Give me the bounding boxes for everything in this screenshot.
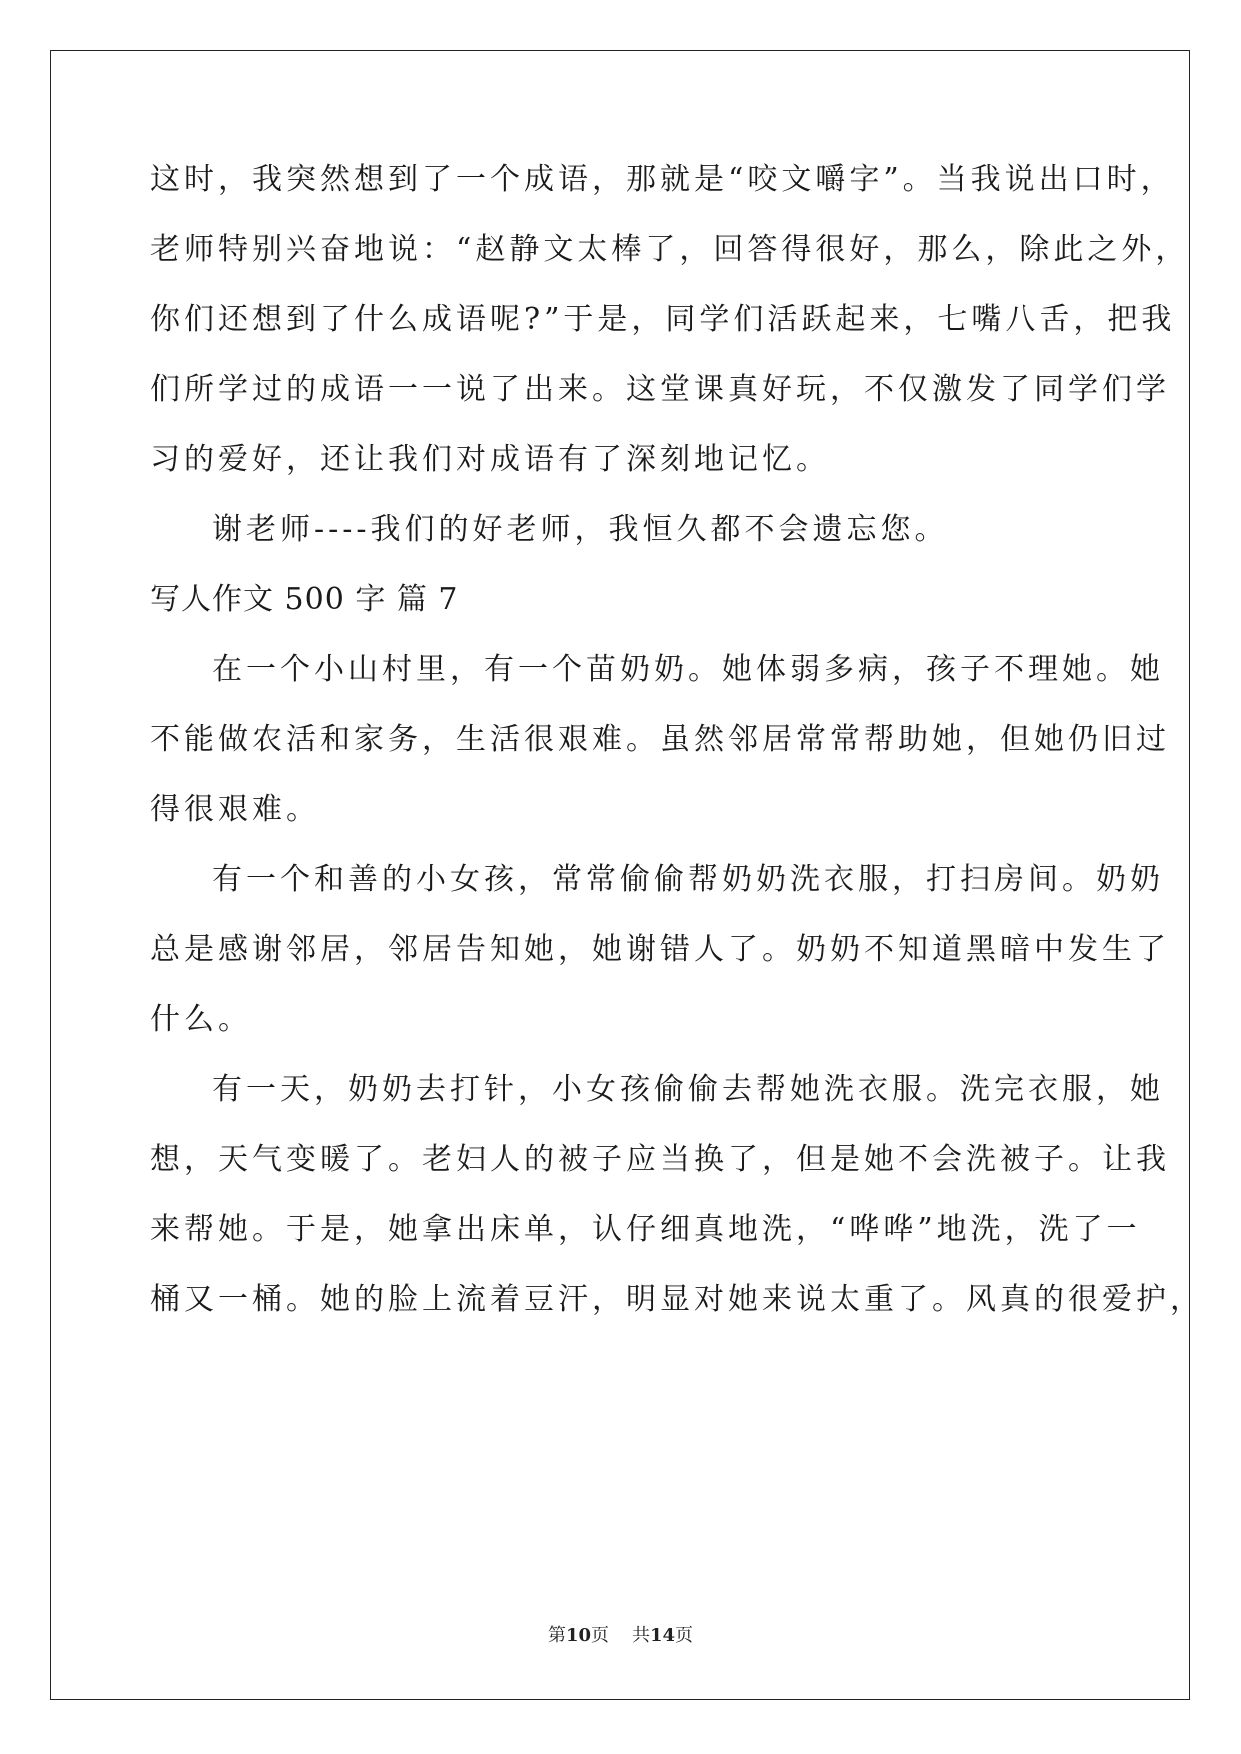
text-line: 想，天气变暖了。老妇人的被子应当换了，但是她不会洗被子。让我 — [150, 1142, 1170, 1177]
text-line: 总是感谢邻居，邻居告知她，她谢错人了。奶奶不知道黑暗中发生了 — [150, 932, 1170, 967]
text-line: 桶又一桶。她的脸上流着豆汗，明显对她来说太重了。风真的很爱护， — [150, 1282, 1204, 1317]
text-line: 不能做农活和家务，生活很艰难。虽然邻居常常帮助她，但她仍旧过 — [150, 722, 1170, 757]
text-line: 你们还想到了什么成语呢?”于是，同学们活跃起来，七嘴八舌，把我 — [150, 302, 1176, 337]
text-line: 老师特别兴奋地说：“赵静文太棒了，回答得很好，那么，除此之外， — [150, 232, 1190, 267]
text-line: 有一天，奶奶去打针，小女孩偷偷去帮她洗衣服。洗完衣服，她 — [212, 1072, 1164, 1107]
footer-page-suffix: 页 — [591, 1625, 610, 1646]
text-line: 谢老师----我们的好老师，我恒久都不会遗忘您。 — [212, 512, 949, 547]
footer-prefix: 第 — [547, 1625, 566, 1646]
text-line: 得很艰难。 — [150, 792, 320, 827]
section-heading: 写人作文 500 字 篇 7 — [150, 582, 459, 617]
footer-total-prefix: 共 — [631, 1625, 650, 1646]
text-line: 有一个和善的小女孩，常常偷偷帮奶奶洗衣服，打扫房间。奶奶 — [212, 862, 1164, 897]
footer-total-suffix: 页 — [675, 1625, 693, 1646]
text-line: 来帮她。于是，她拿出床单，认仔细真地洗，“哗哗”地洗，洗了一 — [150, 1212, 1141, 1247]
current-page-number: 10 — [565, 1625, 592, 1646]
text-line: 这时，我突然想到了一个成语，那就是“咬文嚼字”。当我说出口时， — [150, 162, 1175, 197]
page-footer — [0, 1624, 1241, 1648]
text-line: 什么。 — [150, 1002, 252, 1037]
total-page-count: 14 — [649, 1625, 675, 1646]
text-line: 在一个小山村里，有一个苗奶奶。她体弱多病，孩子不理她。她 — [212, 652, 1164, 687]
text-line: 习的爱好，还让我们对成语有了深刻地记忆。 — [150, 442, 830, 477]
text-line: 们所学过的成语一一说了出来。这堂课真好玩，不仅激发了同学们学 — [150, 372, 1170, 407]
